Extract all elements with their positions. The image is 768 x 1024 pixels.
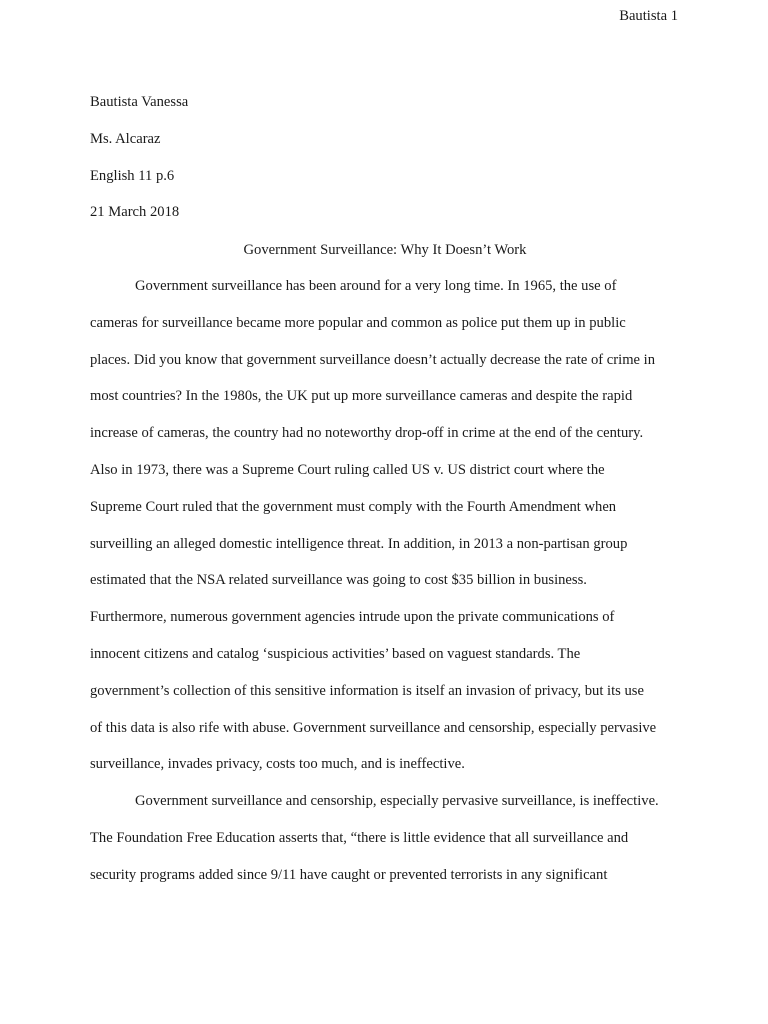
paragraph-2-line-2: The Foundation Free Education asserts that, “there is little evidence that all surveillance and [90,829,629,846]
teacher-name: Ms. Alcaraz [90,130,161,147]
paragraph-1-line-3: places. Did you know that government surveillance doesn’t actually decrease the rate of crime in [90,351,656,368]
paragraph-1-line-4: most countries? In the 1980s, the UK put up more surveillance cameras and despite the rapid [90,388,633,405]
paragraph-1-line-12: government’s collection of this sensitive information is itself an invasion of privacy, but its use [90,682,644,699]
paragraph-1-line-6: Also in 1973, there was a Supreme Court ruling called US v. US district court where the [90,461,605,478]
paragraph-1-line-14: surveillance, invades privacy, costs too much, and is ineffective. [90,756,465,773]
paragraph-1-line-11: innocent citizens and catalog ‘suspicious activities’ based on vaguest standards. The [90,645,581,662]
essay-date: 21 March 2018 [90,204,180,221]
paragraph-1-line-10: Furthermore, numerous government agencies intrude upon the private communications of [90,609,615,626]
essay-title: Government Surveillance: Why It Doesn’t Work [243,242,527,258]
paragraph-1-line-13: of this data is also rife with abuse. Government surveillance and censorship, especially pervasive [90,719,657,736]
paragraph-1-line-9: estimated that the NSA related surveillance was going to cost $35 billion in business. [90,572,587,589]
running-head: Bautista 1 [619,8,678,24]
paragraph-1-line-8: surveilling an alleged domestic intelligence threat. In addition, in 2013 a non-partisan group [90,535,628,552]
paragraph-2-line-1: Government surveillance and censorship, especially pervasive surveillance, is ineffective. [135,793,659,810]
paragraph-1-line-2: cameras for surveillance became more popular and common as police put them up in public [90,314,626,331]
paragraph-1-line-5: increase of cameras, the country had no noteworthy drop-off in crime at the end of the century. [90,425,644,442]
course-name: English 11 p.6 [90,167,175,184]
paragraph-2-line-3: security programs added since 9/11 have caught or prevented terrorists in any significant [90,866,608,883]
mla-heading [90,93,680,240]
paragraph-1-line-1: Government surveillance has been around for a very long time. In 1965, the use of [135,278,617,294]
student-name: Bautista Vanessa [90,94,189,110]
essay-body [90,277,680,903]
paragraph-1-line-7: Supreme Court ruled that the government must comply with the Fourth Amendment when [90,498,617,515]
